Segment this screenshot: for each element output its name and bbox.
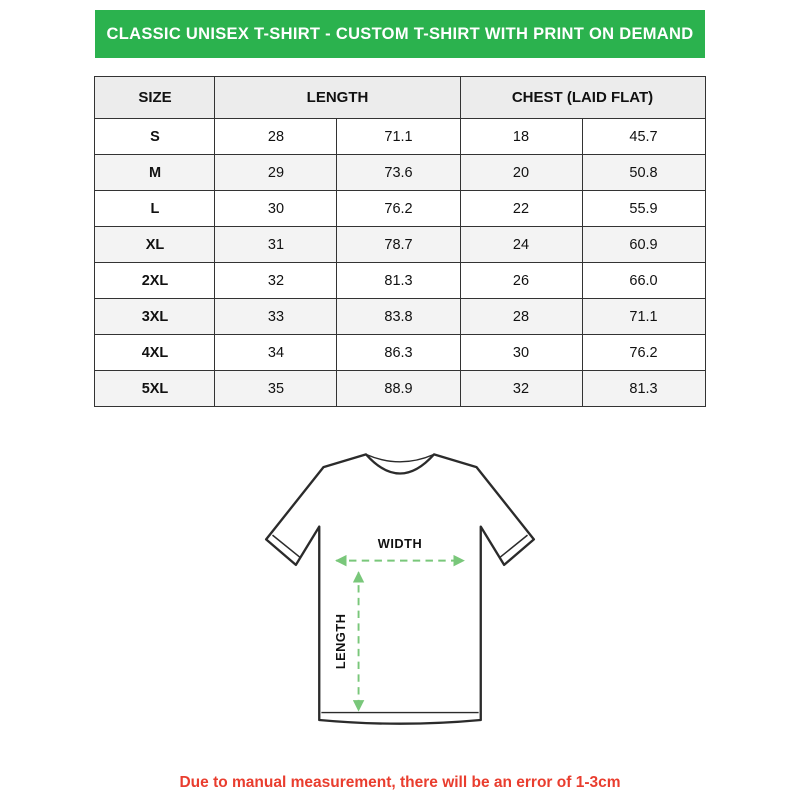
table-row <box>95 155 705 191</box>
length-in-cell: 34 <box>215 335 337 371</box>
chest-cm-cell: 71.1 <box>582 299 705 335</box>
col-header-length: LENGTH <box>215 77 460 119</box>
size-table <box>94 76 705 407</box>
chest-in-cell: 18 <box>460 119 582 155</box>
table-row <box>95 335 705 371</box>
chest-in-cell: 26 <box>460 263 582 299</box>
chest-in-cell: 30 <box>460 335 582 371</box>
chest-cm-cell: 60.9 <box>582 227 705 263</box>
table-row <box>95 263 705 299</box>
chest-in-cell: 20 <box>460 155 582 191</box>
size-cell: 2XL <box>95 263 215 299</box>
table-row <box>95 119 705 155</box>
chest-in-cell: 28 <box>460 299 582 335</box>
length-cm-cell: 78.7 <box>337 227 460 263</box>
table-row <box>95 299 705 335</box>
col-header-size: SIZE <box>95 77 215 119</box>
length-label: LENGTH <box>332 613 348 670</box>
chest-cm-cell: 50.8 <box>582 155 705 191</box>
size-cell: 5XL <box>95 371 215 407</box>
table-header-row <box>95 77 705 119</box>
width-label: WIDTH <box>377 536 423 552</box>
length-cm-cell: 83.8 <box>337 299 460 335</box>
chest-cm-cell: 76.2 <box>582 335 705 371</box>
length-cm-cell: 76.2 <box>337 191 460 227</box>
table-row <box>95 191 705 227</box>
length-in-cell: 32 <box>215 263 337 299</box>
chest-in-cell: 24 <box>460 227 582 263</box>
size-cell: S <box>95 119 215 155</box>
size-cell: 3XL <box>95 299 215 335</box>
size-cell: L <box>95 191 215 227</box>
chest-in-cell: 22 <box>460 191 582 227</box>
length-cm-cell: 88.9 <box>337 371 460 407</box>
length-in-cell: 30 <box>215 191 337 227</box>
chest-cm-cell: 66.0 <box>582 263 705 299</box>
size-cell: 4XL <box>95 335 215 371</box>
length-cm-cell: 73.6 <box>337 155 460 191</box>
length-cm-cell: 71.1 <box>337 119 460 155</box>
tshirt-measurement-diagram <box>230 433 570 752</box>
length-cm-cell: 86.3 <box>337 335 460 371</box>
table-row <box>95 227 705 263</box>
tshirt-outline <box>266 455 534 724</box>
chest-cm-cell: 81.3 <box>582 371 705 407</box>
length-in-cell: 35 <box>215 371 337 407</box>
chest-cm-cell: 55.9 <box>582 191 705 227</box>
page-title: CLASSIC UNISEX T-SHIRT - CUSTOM T-SHIRT WITH PRINT ON DEMAND <box>106 25 694 43</box>
size-cell: XL <box>95 227 215 263</box>
measurement-note: Due to manual measurement, there will be an error of 1-3cm <box>179 774 621 792</box>
collar-line <box>366 455 434 462</box>
length-cm-cell: 81.3 <box>337 263 460 299</box>
tshirt-illustration-icon <box>230 433 570 752</box>
size-cell: M <box>95 155 215 191</box>
table-row <box>95 371 705 407</box>
chest-cm-cell: 45.7 <box>582 119 705 155</box>
chest-in-cell: 32 <box>460 371 582 407</box>
length-in-cell: 29 <box>215 155 337 191</box>
length-in-cell: 33 <box>215 299 337 335</box>
col-header-chest: CHEST (LAID FLAT) <box>460 77 705 119</box>
length-in-cell: 31 <box>215 227 337 263</box>
title-banner <box>95 10 705 58</box>
length-in-cell: 28 <box>215 119 337 155</box>
